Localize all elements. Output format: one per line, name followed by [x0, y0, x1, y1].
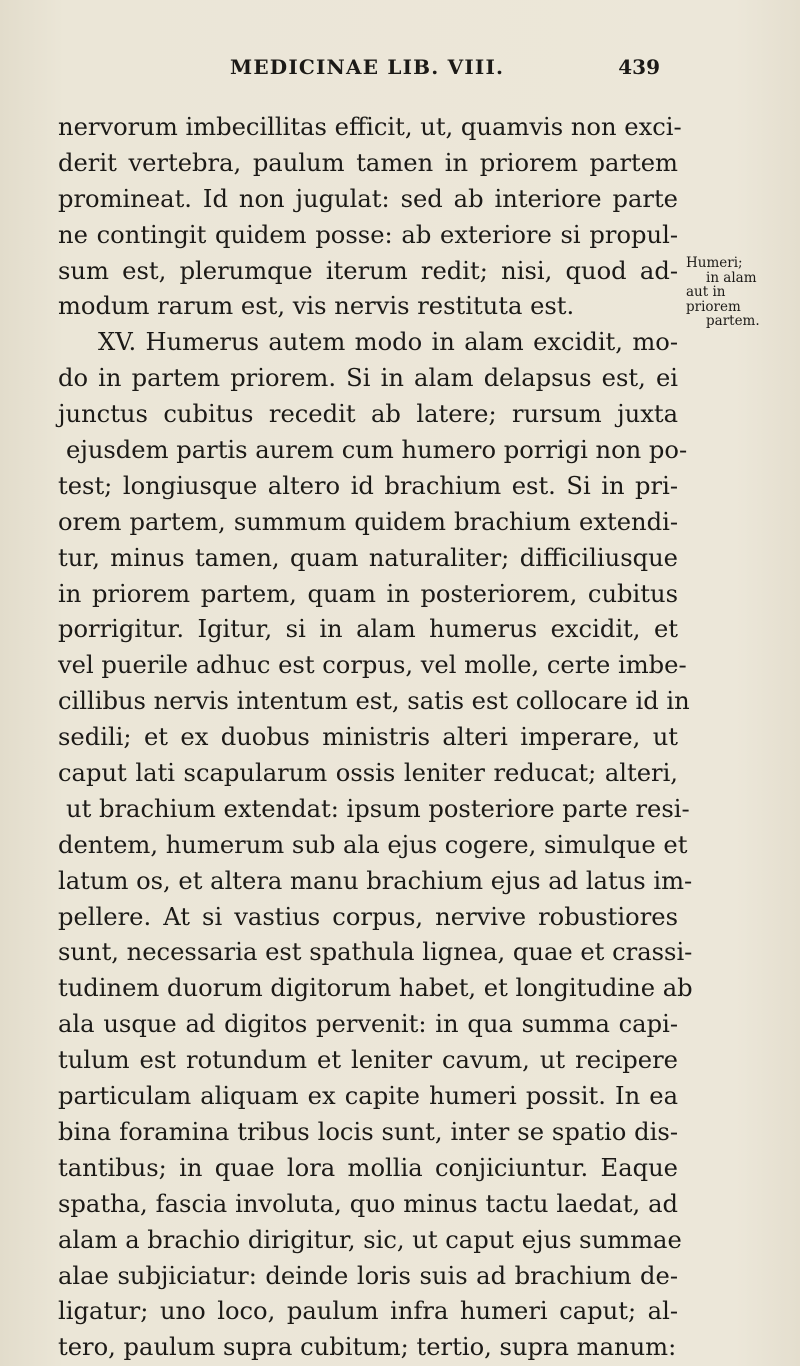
page-number: 439: [618, 55, 660, 79]
text-line: orem partem, summum quidem brachium extendi-: [58, 507, 678, 536]
text-line: sunt, necessaria est spathula lignea, quae et crassi-: [58, 938, 693, 967]
text-line: nervorum imbecillitas efficit, ut, quamvis non exci-: [58, 113, 682, 141]
text-line: tulum est rotundum et leniter cavum, ut recipere: [58, 1046, 678, 1075]
text-line: junctus cubitus recedit ab latere; rursum juxta: [58, 400, 678, 429]
body-text: [58, 110, 693, 1366]
text-line: dentem, humerum sub ala ejus cogere, simulque et: [58, 830, 688, 859]
marginal-note: [686, 256, 796, 329]
text-line: particulam aliquam ex capite humeri possit. In ea: [58, 1082, 678, 1111]
running-head-title: MEDICINAE LIB. VIII.: [230, 55, 505, 79]
marginal-note-line: aut in: [686, 284, 726, 300]
text-line: cillibus nervis intentum est, satis est collocare id in: [58, 687, 690, 716]
text-line: promineat. Id non jugulat: sed ab interiore parte: [58, 184, 678, 213]
text-line: porrigitur. Igitur, si in alam humerus excidit, et: [58, 615, 678, 644]
text-line: alam a brachio dirigitur, sic, ut caput ejus summae: [58, 1225, 682, 1254]
running-head: [230, 55, 660, 85]
marginal-note-line: Humeri;: [686, 255, 743, 271]
text-line: ligatur; uno loco, paulum infra humeri caput; al-: [58, 1297, 678, 1326]
text-line: alae subjiciatur: deinde loris suis ad brachium de-: [58, 1261, 678, 1290]
text-line: bina foramina tribus locis sunt, inter se spatio dis-: [58, 1117, 678, 1146]
text-line: tantibus; in quae lora mollia conjiciuntur. Eaque: [58, 1153, 678, 1182]
section-heading-line: XV. Humerus autem modo in alam excidit, mo-: [98, 328, 678, 357]
text-line: ut brachium extendat: ipsum posteriore parte resi-: [66, 794, 690, 823]
text-line: tero, paulum supra cubitum; tertio, supra manum:: [58, 1333, 677, 1362]
text-line: tudinem duorum digitorum habet, et longitudine ab: [58, 974, 693, 1003]
text-line: do in partem priorem. Si in alam delapsus est, ei: [58, 364, 678, 393]
text-line: derit vertebra, paulum tamen in priorem partem: [58, 148, 678, 177]
text-line: pellere. At si vastius corpus, nervive robustiores: [58, 902, 678, 931]
text-line: vel puerile adhuc est corpus, vel molle, certe imbe-: [58, 651, 687, 680]
text-line: test; longiusque altero id brachium est. Si in pri-: [58, 471, 678, 500]
text-line: latum os, et altera manu brachium ejus ad latus im-: [58, 866, 693, 895]
marginal-note-line: in alam: [706, 269, 757, 286]
text-line: sedili; et ex duobus ministris alteri imperare, ut: [58, 723, 678, 752]
marginal-note-line: partem.: [706, 313, 760, 329]
marginal-note-line: priorem: [686, 298, 741, 315]
text-line: sum est, plerumque iterum redit; nisi, quod ad-: [58, 256, 678, 285]
text-line: ala usque ad digitos pervenit: in qua summa capi-: [58, 1010, 678, 1039]
text-line: in priorem partem, quam in posteriorem, cubitus: [58, 579, 678, 608]
text-line: tur, minus tamen, quam naturaliter; difficiliusque: [58, 543, 678, 572]
text-line: spatha, fascia involuta, quo minus tactu laedat, ad: [58, 1189, 678, 1218]
text-line: ejusdem partis aurem cum humero porrigi non po-: [66, 436, 688, 465]
text-line: modum rarum est, vis nervis restituta est.: [58, 292, 575, 321]
text-line: caput lati scapularum ossis leniter reducat; alteri,: [58, 759, 678, 788]
text-line: ne contingit quidem posse: ab exteriore si propul-: [58, 220, 678, 249]
